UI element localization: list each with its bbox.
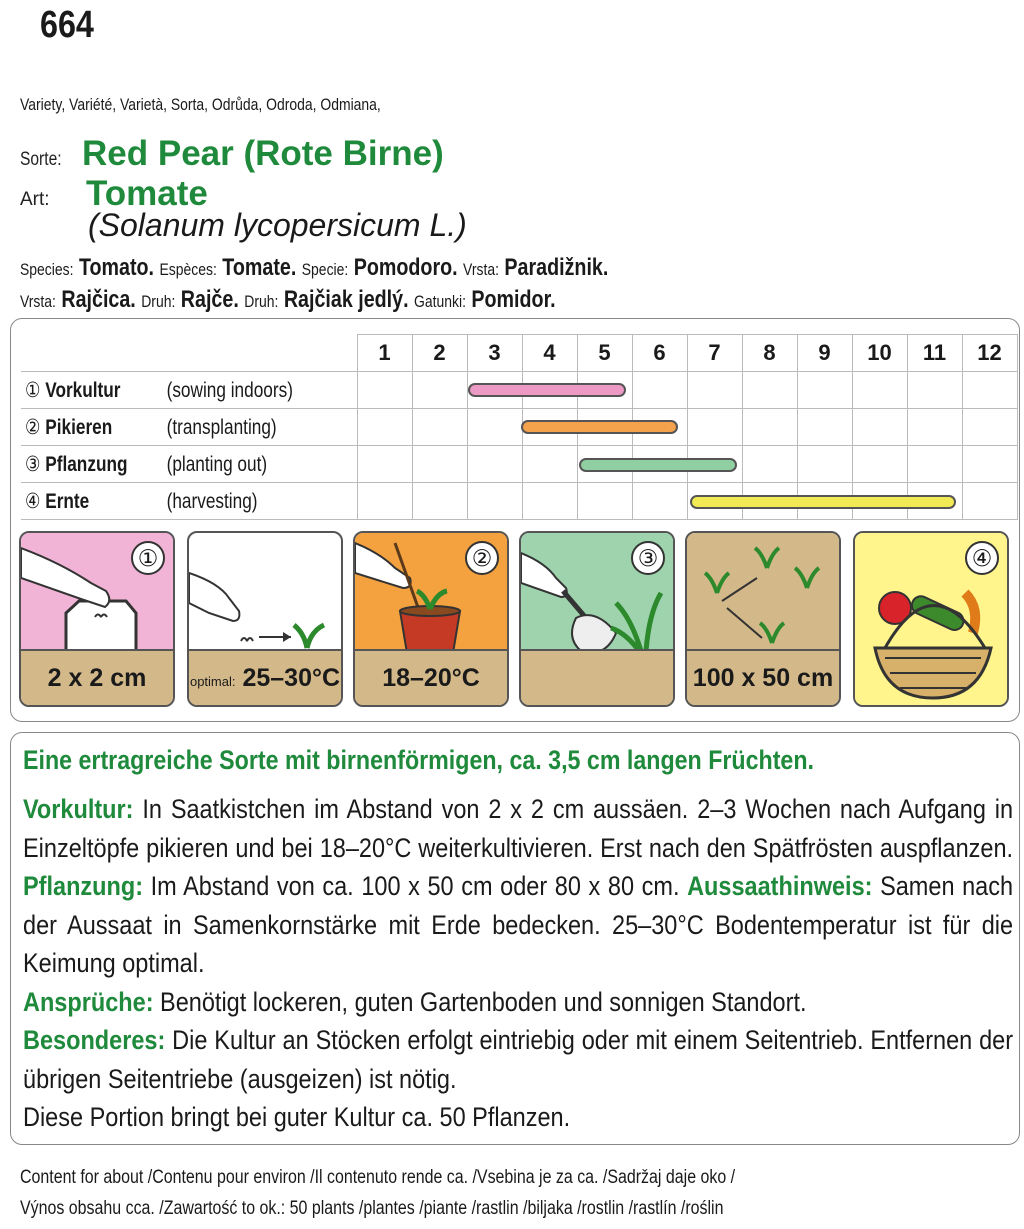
art-label: Art: bbox=[20, 189, 50, 210]
panel-caption: 100 x 50 cm bbox=[687, 649, 839, 705]
month-label: 8 bbox=[742, 335, 797, 372]
month-label: 10 bbox=[852, 335, 907, 372]
calendar-row-pflanzung: ③ Pflanzung (planting out) bbox=[21, 446, 1017, 483]
packet-number: 664 bbox=[40, 4, 94, 46]
heading-pflanzung: Pflanzung: bbox=[23, 871, 144, 901]
panel-germination-illustration bbox=[189, 533, 341, 653]
portion-note: Diese Portion bringt bei guter Kultur ca. 50 Pflanzen. bbox=[23, 1102, 571, 1132]
heading-aussaathinweis: Aussaathinweis: bbox=[687, 871, 873, 901]
heading-vorkultur: Vorkultur: bbox=[23, 794, 134, 824]
panel-planting-out bbox=[519, 531, 675, 707]
description-text: Vorkultur: In Saatkistchen im Abstand von 2 x 2 cm aussäen. 2–3 Wochen nach Aufgang in Einzeltöpfe pikieren und bei 18–20°C weiterkultivieren. Erst nach den Spätfrösten auspflanzen. Pflanzung: Im Abstand von ca. 100 x 50 cm oder 80 x 80 cm. Aussaathinweis: Samen nach der Aussaat in Samenkornstärke mit Erde bedecken. 25–30°C Bodentemperatur ist für die Keimung optimal. Ansprüche: Benötigt lockeren, guten Gartenboden und sonnigen Standort. Besonderes: Die Kultur an Stöcken erfolgt eintriebig oder mit einem Seitentrieb. Entfernen der übrigen Seitentriebe (ausgeizen) ist nötig. Diese Portion bringt bei guter Kultur ca. 50 Pflanzen. bbox=[23, 794, 1014, 1132]
month-label: 11 bbox=[907, 335, 962, 372]
variety-name: Red Pear (Rote Birne) bbox=[82, 134, 444, 173]
panel-caption: 2 x 2 cm bbox=[21, 649, 173, 705]
heading-besonderes: Besonderes: bbox=[23, 1025, 166, 1055]
germination-icon bbox=[189, 533, 343, 653]
plant-spacing-icon bbox=[687, 533, 841, 653]
period-bar bbox=[468, 383, 626, 397]
month-label: 6 bbox=[632, 335, 687, 372]
species-line-1: Species: Tomato. Espèces: Tomate. Specie: Pomodoro. Vrsta: Paradižnik. bbox=[20, 254, 609, 281]
month-label: 12 bbox=[962, 335, 1017, 372]
latin-name: (Solanum lycopersicum L.) bbox=[88, 207, 467, 243]
step-translation: (harvesting) bbox=[166, 489, 258, 513]
month-label: 2 bbox=[412, 335, 467, 372]
step-badge: ③ bbox=[631, 541, 665, 575]
panel-harvest bbox=[853, 531, 1009, 707]
species-line-2: Vrsta: Rajčica. Druh: Rajče. Druh: Rajčiak jedlý. Gatunki: Pomidor. bbox=[20, 286, 556, 313]
month-label: 1 bbox=[357, 335, 412, 372]
period-bar bbox=[579, 458, 737, 472]
month-label: 4 bbox=[522, 335, 577, 372]
calendar-row-vorkultur: ① Vorkultur (sowing indoors) bbox=[21, 372, 1017, 409]
month-header-row bbox=[21, 335, 1017, 372]
panel-germination bbox=[187, 531, 343, 707]
panel-caption: optimal: 25–30°C bbox=[189, 649, 341, 705]
panel-caption: 18–20°C bbox=[355, 649, 507, 705]
species-name: Tomate bbox=[86, 174, 208, 213]
sorte-row bbox=[20, 134, 444, 174]
panel-transplanting bbox=[353, 531, 509, 707]
step-translation: (sowing indoors) bbox=[166, 378, 293, 402]
variety-line: Variety, Variété, Varietà, Sorta, Odrůda, Odroda, Odmiana, bbox=[20, 95, 381, 114]
calendar-row-ernte: ④ Ernte (harvesting) bbox=[21, 483, 1017, 520]
step-badge: ② bbox=[465, 541, 499, 575]
panel-spacing-illustration bbox=[687, 533, 839, 653]
month-label: 5 bbox=[577, 335, 632, 372]
step-name: Ernte bbox=[45, 489, 90, 513]
step-name: Pikieren bbox=[45, 415, 113, 439]
step-translation: (planting out) bbox=[166, 452, 268, 476]
panel-sowing bbox=[19, 531, 175, 707]
panel-caption bbox=[521, 649, 673, 705]
step-badge: ④ bbox=[965, 541, 999, 575]
panel-spacing bbox=[685, 531, 841, 707]
step-name: Pflanzung bbox=[45, 452, 128, 476]
month-label: 7 bbox=[687, 335, 742, 372]
period-bar bbox=[690, 495, 956, 509]
footer-content-note: Content for about /Contenu pour environ /Il contenuto rende ca. /Vsebina je za ca. /Sadržaj daje oko / Výnos obsahu cca. /Zawartość to ok.: 50 plants /plantes /piante /rastlin /biljaka /rostlin /rastlín /roślin bbox=[20, 1167, 736, 1219]
sorte-label: Sorte: bbox=[20, 149, 62, 170]
description-box bbox=[10, 732, 1020, 1145]
step-translation: (transplanting) bbox=[166, 415, 277, 439]
step-name: Vorkultur bbox=[45, 378, 121, 402]
month-label: 9 bbox=[797, 335, 852, 372]
heading-ansprueche: Ansprüche: bbox=[23, 986, 154, 1017]
description-title: Eine ertragreiche Sorte mit birnenförmigen, ca. 3,5 cm langen Früchten. bbox=[23, 745, 814, 775]
month-label: 3 bbox=[467, 335, 522, 372]
period-bar bbox=[521, 420, 679, 434]
sowing-calendar bbox=[10, 318, 1020, 722]
step-badge: ① bbox=[131, 541, 165, 575]
calendar-grid bbox=[21, 334, 1018, 520]
calendar-row-pikieren: ② Pikieren (transplanting) bbox=[21, 409, 1017, 446]
